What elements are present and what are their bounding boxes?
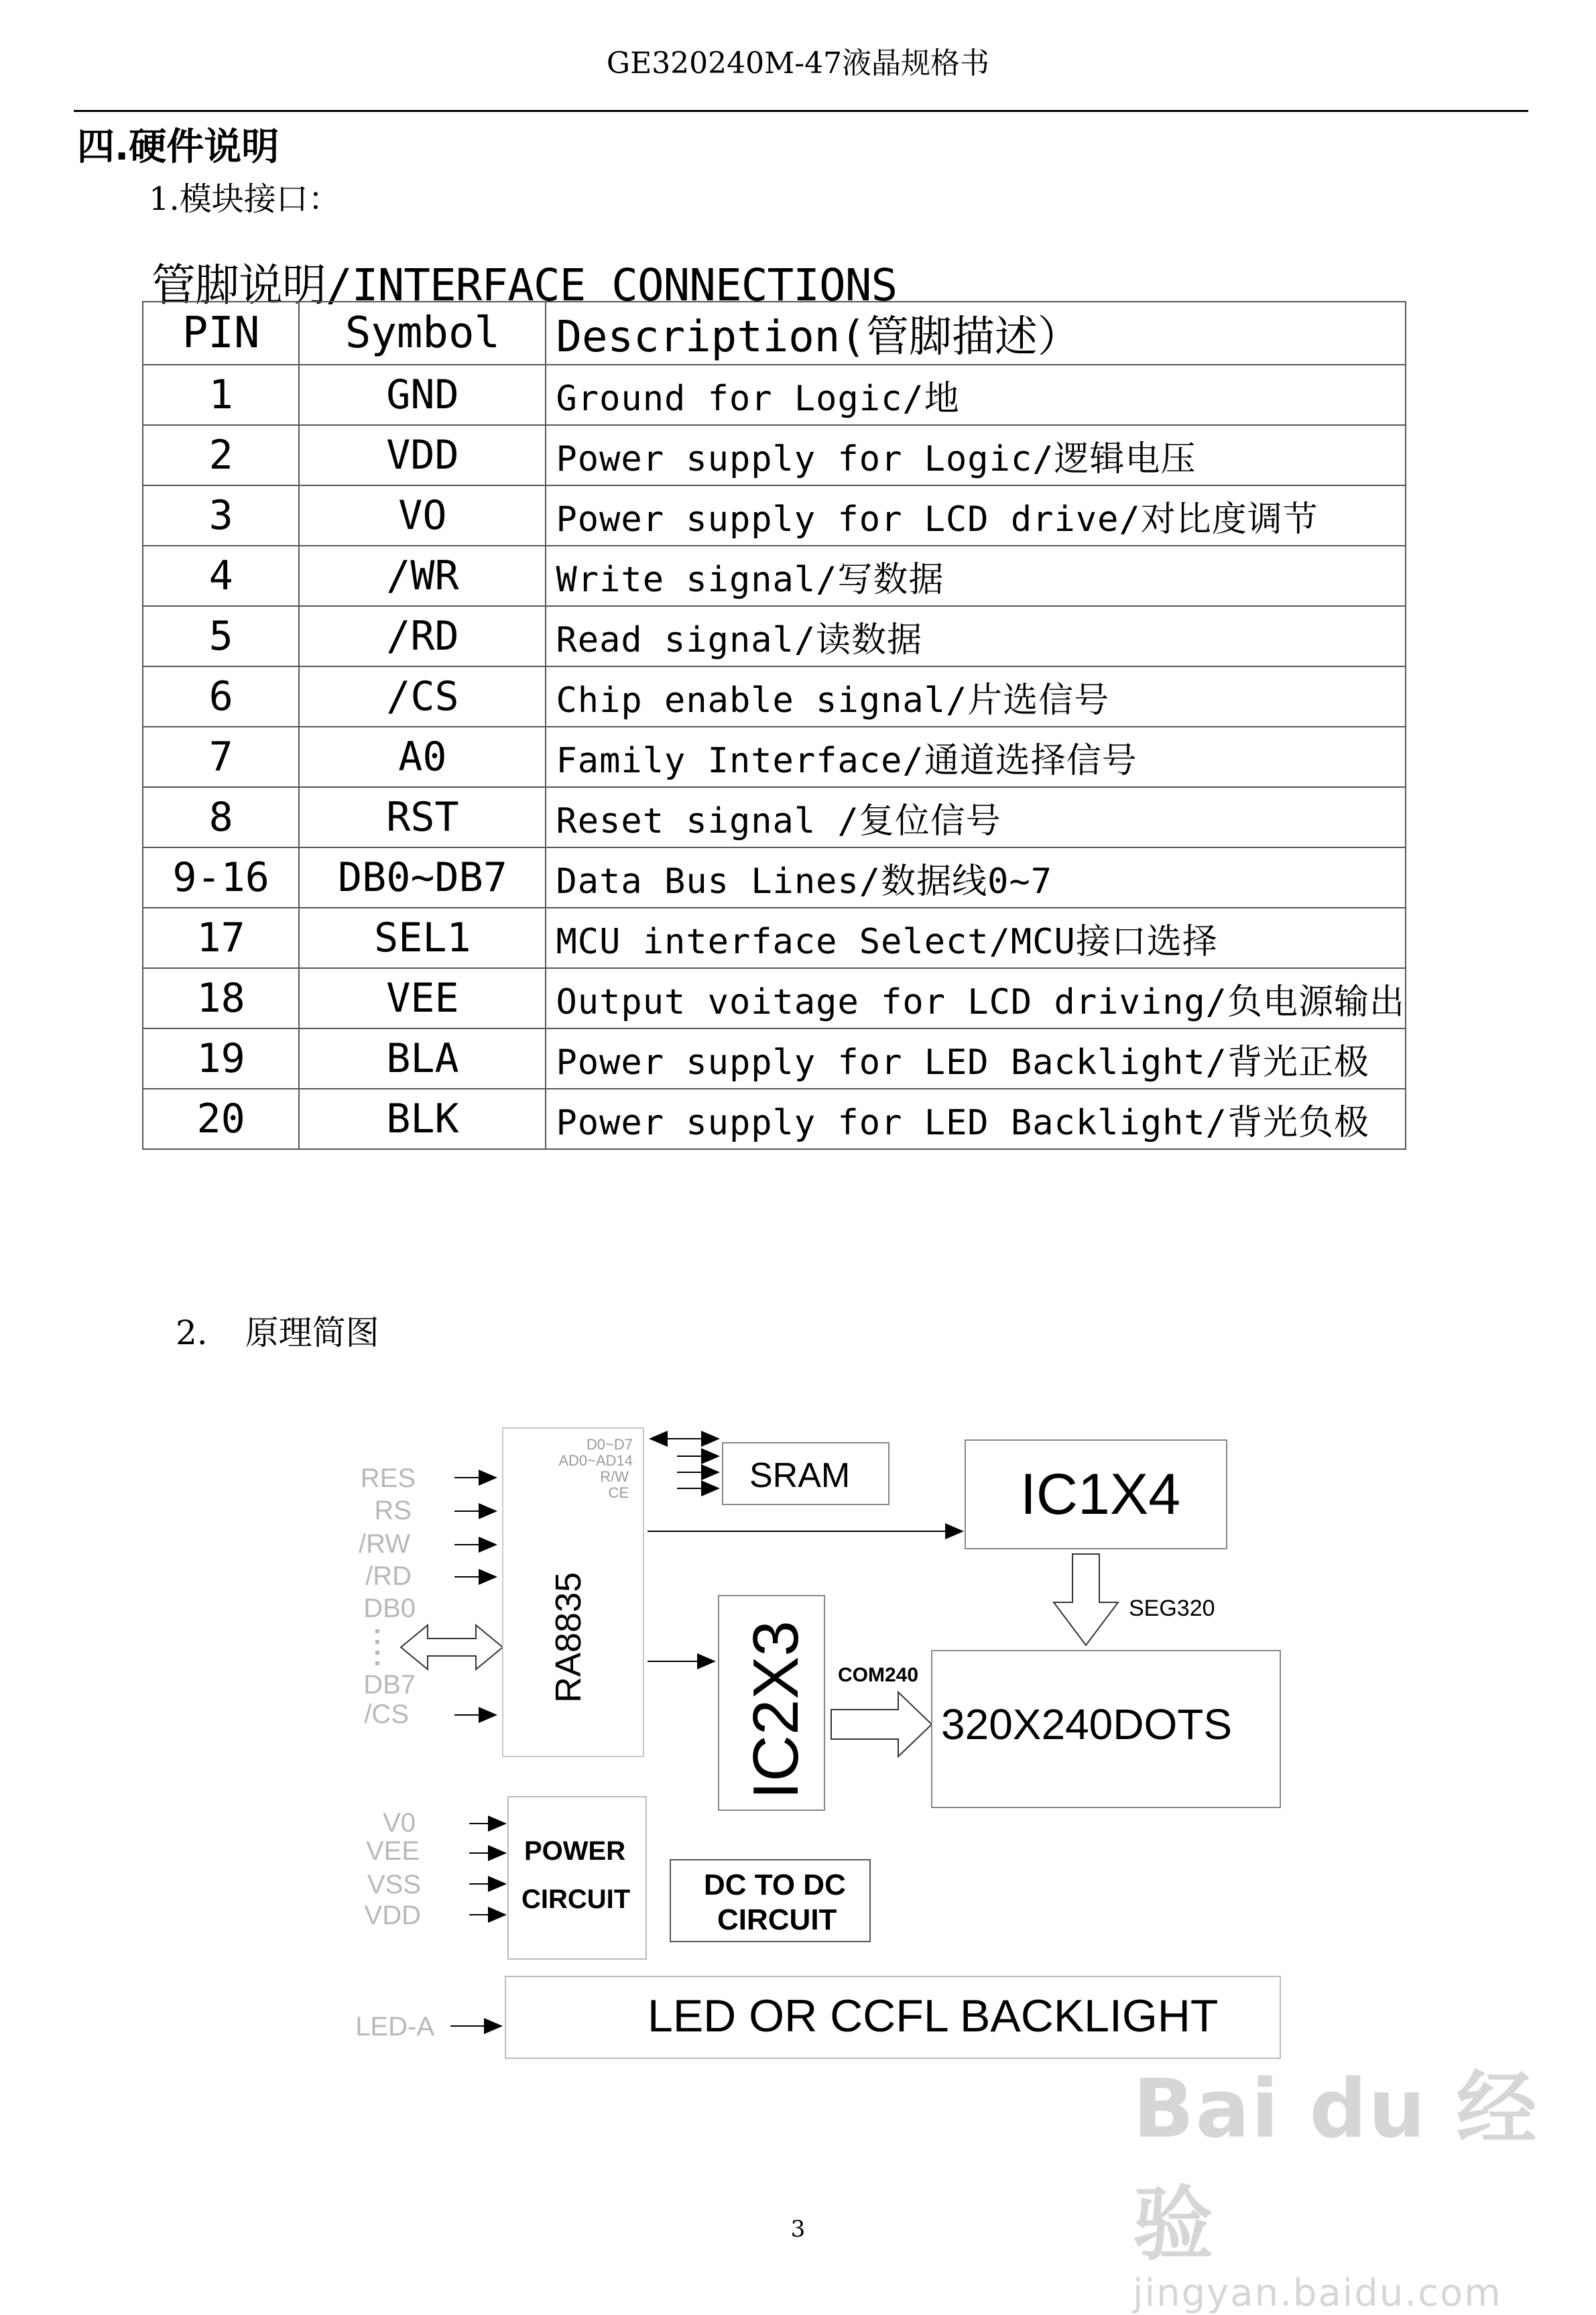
description-cell: Power supply for Logic/逻辑电压 xyxy=(546,425,1406,485)
power-circuit-line1: POWER xyxy=(524,1836,626,1866)
data-bus-arrow xyxy=(401,1625,503,1669)
input-label-db0: DB0 xyxy=(363,1594,416,1623)
watermark-url: jingyan.baidu.com xyxy=(1133,2271,1502,2315)
input-label-db7: DB7 xyxy=(363,1670,416,1700)
symbol-cell: VDD xyxy=(299,425,546,485)
controller-pin-ce: CE xyxy=(608,1484,629,1501)
pin-cell: 5 xyxy=(143,606,299,666)
description-cell: Power supply for LED Backlight/背光负极 xyxy=(546,1089,1406,1149)
pin-cell: 4 xyxy=(143,546,299,606)
power-circuit-box xyxy=(508,1797,646,1959)
symbol-cell: RST xyxy=(299,787,546,847)
lcd-label: 320X240DOTS xyxy=(941,1700,1233,1748)
description-cell: Ground for Logic/地 xyxy=(546,365,1406,425)
seg-label: SEG320 xyxy=(1129,1596,1215,1621)
ic2-label: IC2X3 xyxy=(740,1620,812,1799)
symbol-cell: /RD xyxy=(299,606,546,666)
pin-cell: 2 xyxy=(143,425,299,485)
description-cell: Write signal/写数据 xyxy=(546,546,1406,606)
description-cell: Power supply for LED Backlight/背光正极 xyxy=(546,1028,1406,1089)
watermark-brand: Bai du 经验 xyxy=(1133,2063,1538,2271)
page-number: 3 xyxy=(790,2216,806,2243)
controller-label: RA8835 xyxy=(548,1571,589,1703)
seg-arrow xyxy=(1054,1554,1118,1645)
column-header-description: Description(管脚描述） xyxy=(546,302,1406,365)
backlight-input-label: LED-A xyxy=(355,2012,434,2041)
description-cell: Reset signal /复位信号 xyxy=(546,787,1406,847)
pin-cell: 8 xyxy=(143,787,299,847)
controller-pin-d0d7: D0~D7 xyxy=(586,1436,633,1453)
pin-cell: 7 xyxy=(143,727,299,787)
db-dots xyxy=(375,1629,379,1665)
input-label-rw: /RW xyxy=(358,1529,410,1559)
symbol-cell: BLA xyxy=(299,1028,546,1089)
pin-cell: 3 xyxy=(143,485,299,546)
backlight-label: LED OR CCFL BACKLIGHT xyxy=(648,1991,1219,2041)
com-label: COM240 xyxy=(838,1664,919,1686)
pin-cell: 9-16 xyxy=(143,847,299,908)
description-cell: Family Interface/通道选择信号 xyxy=(546,727,1406,787)
document-header-title: GE320240M-47液晶规格书 xyxy=(606,46,990,80)
column-header-symbol: Symbol xyxy=(299,302,546,365)
pin-cell: 18 xyxy=(143,968,299,1028)
pin-cell: 20 xyxy=(143,1089,299,1149)
pin-cell: 19 xyxy=(143,1028,299,1089)
description-cell: Chip enable signal/片选信号 xyxy=(546,666,1406,727)
ic1-label: IC1X4 xyxy=(1020,1462,1181,1527)
description-cell: Power supply for LCD drive/对比度调节 xyxy=(546,485,1406,546)
symbol-cell: /CS xyxy=(299,666,546,727)
symbol-cell: VEE xyxy=(299,968,546,1028)
symbol-cell: VO xyxy=(299,485,546,546)
dcdc-line1: DC TO DC xyxy=(704,1868,846,1901)
power-input-vdd: VDD xyxy=(364,1901,421,1930)
input-label-res: RES xyxy=(360,1464,416,1493)
symbol-cell: A0 xyxy=(299,727,546,787)
symbol-cell: DB0~DB7 xyxy=(299,847,546,908)
subsection-module-interface: 1.模块接口： xyxy=(149,180,341,218)
table-title: 管脚说明/INTERFACE CONNECTIONS xyxy=(151,259,898,311)
section-heading: 四.硬件说明 xyxy=(77,125,280,169)
description-cell: Read signal/读数据 xyxy=(546,606,1406,666)
description-cell: MCU interface Select/MCU接口选择 xyxy=(546,908,1406,968)
symbol-cell: SEL1 xyxy=(299,908,546,968)
controller-pin-rw: R/W xyxy=(600,1468,629,1485)
description-cell: Data Bus Lines/数据线0~7 xyxy=(546,847,1406,908)
symbol-cell: GND xyxy=(299,365,546,425)
power-input-vee: VEE xyxy=(365,1836,420,1866)
symbol-cell: /WR xyxy=(299,546,546,606)
watermark xyxy=(1133,2045,1596,2315)
pin-cell: 17 xyxy=(143,908,299,968)
power-input-vss: VSS xyxy=(367,1870,421,1899)
symbol-cell: BLK xyxy=(299,1089,546,1149)
description-cell: Output voitage for LCD driving/负电源输出 xyxy=(546,968,1406,1028)
input-label-cs: /CS xyxy=(364,1700,409,1729)
column-header-pin: PIN xyxy=(143,302,299,365)
com-arrow xyxy=(831,1692,932,1757)
dcdc-line2: CIRCUIT xyxy=(717,1903,837,1936)
sram-label: SRAM xyxy=(749,1456,851,1495)
power-input-v0: V0 xyxy=(383,1808,416,1838)
pin-cell: 1 xyxy=(143,365,299,425)
controller-pin-ad: AD0~AD14 xyxy=(558,1452,633,1469)
input-label-rd: /RD xyxy=(365,1561,412,1591)
power-circuit-line2: CIRCUIT xyxy=(521,1885,631,1914)
subsection-block-diagram: 2. 原理简图 xyxy=(176,1313,379,1352)
pin-cell: 6 xyxy=(143,666,299,727)
input-label-rs: RS xyxy=(374,1496,412,1525)
